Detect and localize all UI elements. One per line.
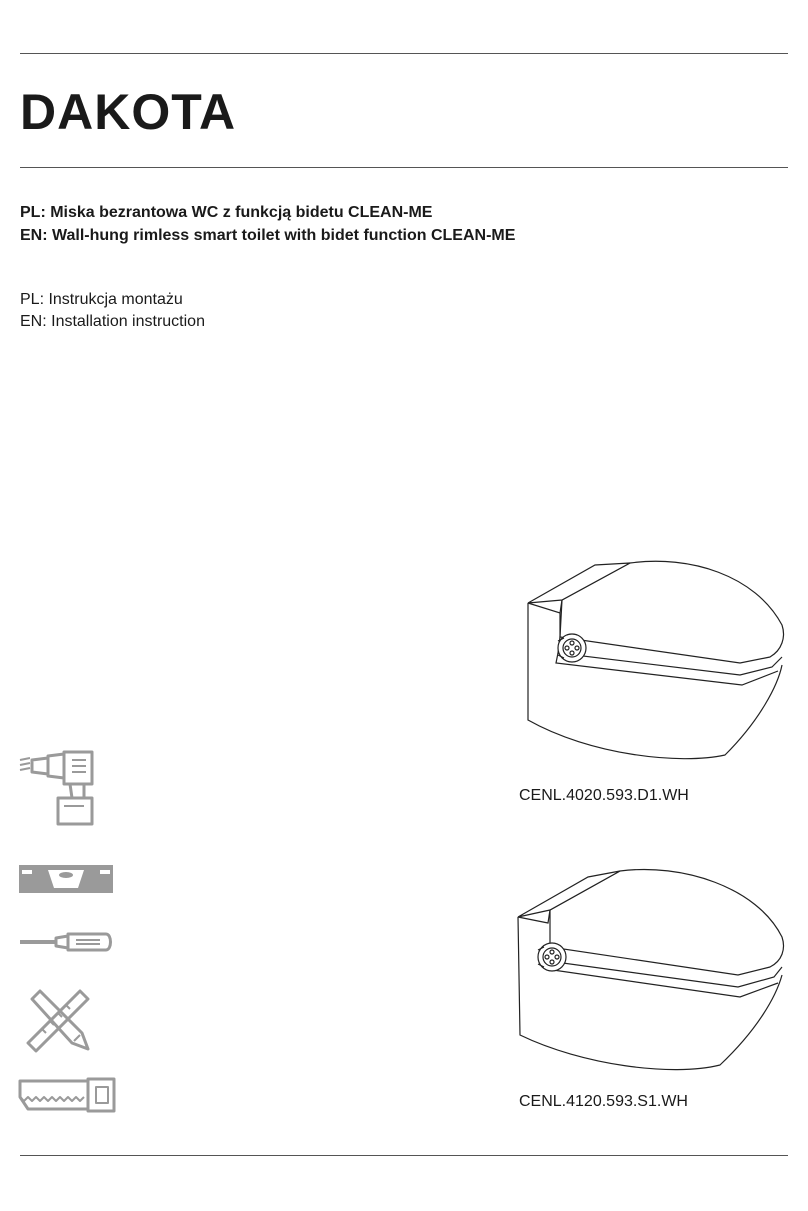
- model-code-d1: CENL.4020.593.D1.WH: [519, 787, 689, 804]
- toilet-illustration-d1: [520, 555, 790, 770]
- pencil-ruler-icon: [24, 985, 94, 1055]
- product-title-pl: PL: Miska bezrantowa WC z funkcją bidetu CLEAN-ME: [20, 204, 433, 221]
- screwdriver-icon: [18, 930, 114, 954]
- model-code-s1: CENL.4120.593.S1.WH: [519, 1093, 688, 1110]
- toilet-illustration-s1: [512, 865, 790, 1075]
- product-title-en: EN: Wall-hung rimless smart toilet with bidet function CLEAN-ME: [20, 227, 516, 244]
- brand-title: DAKOTA: [20, 84, 237, 140]
- footer-divider: [20, 1155, 788, 1156]
- document-type-en: EN: Installation instruction: [20, 313, 205, 330]
- document-type-pl: PL: Instrukcja montażu: [20, 291, 183, 308]
- top-divider: [20, 53, 788, 54]
- spirit-level-icon: [18, 862, 114, 896]
- drill-icon: [18, 748, 118, 830]
- handsaw-icon: [18, 1075, 118, 1115]
- header-divider: [20, 167, 788, 168]
